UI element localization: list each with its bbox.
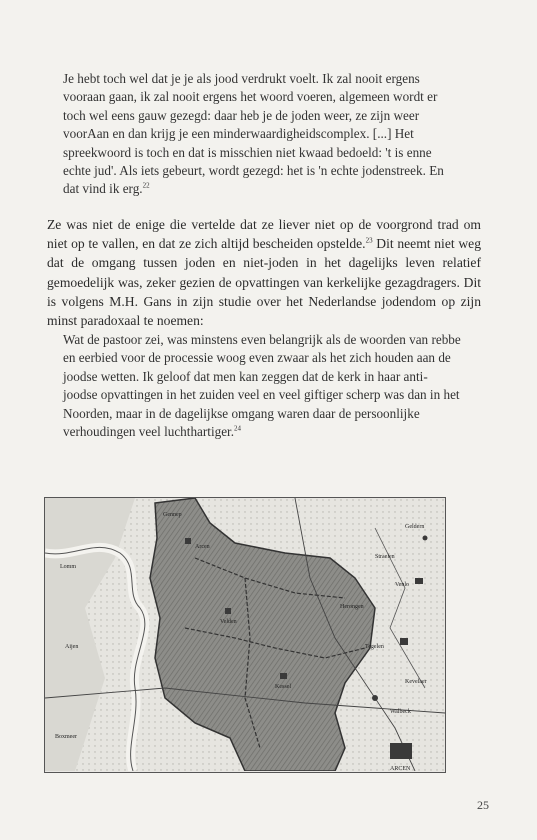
footnote-ref-23: 23: [365, 236, 373, 245]
body-paragraph: [47, 215, 481, 330]
paragraph-text-2: Dit neemt niet weg dat de omgang tussen joden en niet-joden in het dagelijks leven relatief gemoedelijk was, zeker gezien de opvattingen van kerkelijke gezagdragers. Dit is volgens M.H. Gans in zijn studie over het Nederlandse jodendom op zijn minst paradoxaal te noemen:: [47, 236, 481, 329]
map-label: Gennep: [163, 512, 182, 518]
map-label: Walbeck: [390, 709, 411, 715]
map-label: Kessel: [275, 684, 291, 690]
paragraph-text-1: Ze was niet de enige die vertelde dat ze liever niet op de voorgrond trad om niet op te vallen, en dat ze zich altijd bescheiden opstelde.: [47, 217, 481, 252]
map-label: Tegelen: [365, 644, 384, 650]
block-quote-2: [63, 331, 461, 441]
map-label: Arcen: [195, 544, 210, 550]
map-label: Kevelaer: [405, 679, 427, 685]
quote-2-text: Wat de pastoor zei, was minstens even belangrijk als de woorden van rebbe en eerbied voor de processie woog even zwaar als het zich houden aan de joodse wetten. Ik geloof dat men kan zeggen dat de kerk in haar anti-joodse opvattingen in het zuiden veel en veel giftiger scherp was dan in het Noorden, maar in de dagelijkse omgang waren daar de persoonlijke verhoudingen veel luchthartiger.: [63, 332, 461, 440]
map-label: Straelen: [375, 554, 395, 560]
map-label: Venlo: [395, 582, 409, 588]
page-number: 25: [477, 798, 489, 812]
map-label: Lomm: [60, 564, 76, 570]
map-label: Velden: [220, 619, 237, 625]
map-label: Aijen: [65, 644, 79, 650]
map-label: Boxmeer: [55, 734, 77, 740]
footnote-ref-24: 24: [234, 424, 242, 433]
historical-map-image: [44, 497, 446, 773]
map-label: Geldern: [405, 524, 425, 530]
map-label: ARCEN: [390, 766, 411, 771]
map-drawing: [45, 498, 445, 771]
map-label: Herongen: [340, 604, 364, 610]
footnote-ref-22: 22: [142, 182, 150, 191]
quote-1-text: Je hebt toch wel dat je je als jood verdrukt voelt. Ik zal nooit ergens vooraan gaan, ik zal nooit ergens het woord voeren, algemeen wordt er toch wel eens gauw gezegd: daar heb je de joden weer, ze zijn weer voorAan en dan krijg je een minderwaardigheidscomplex. [...] Het spreekwoord is toch en dat is misschien niet kwaad bedoeld: 't is enne echte jud'. Als iets gebeurt, wordt gezegd: het is 'n echte jodenstreek. En dat vind ik erg.: [63, 71, 444, 197]
block-quote-1: [63, 70, 461, 199]
